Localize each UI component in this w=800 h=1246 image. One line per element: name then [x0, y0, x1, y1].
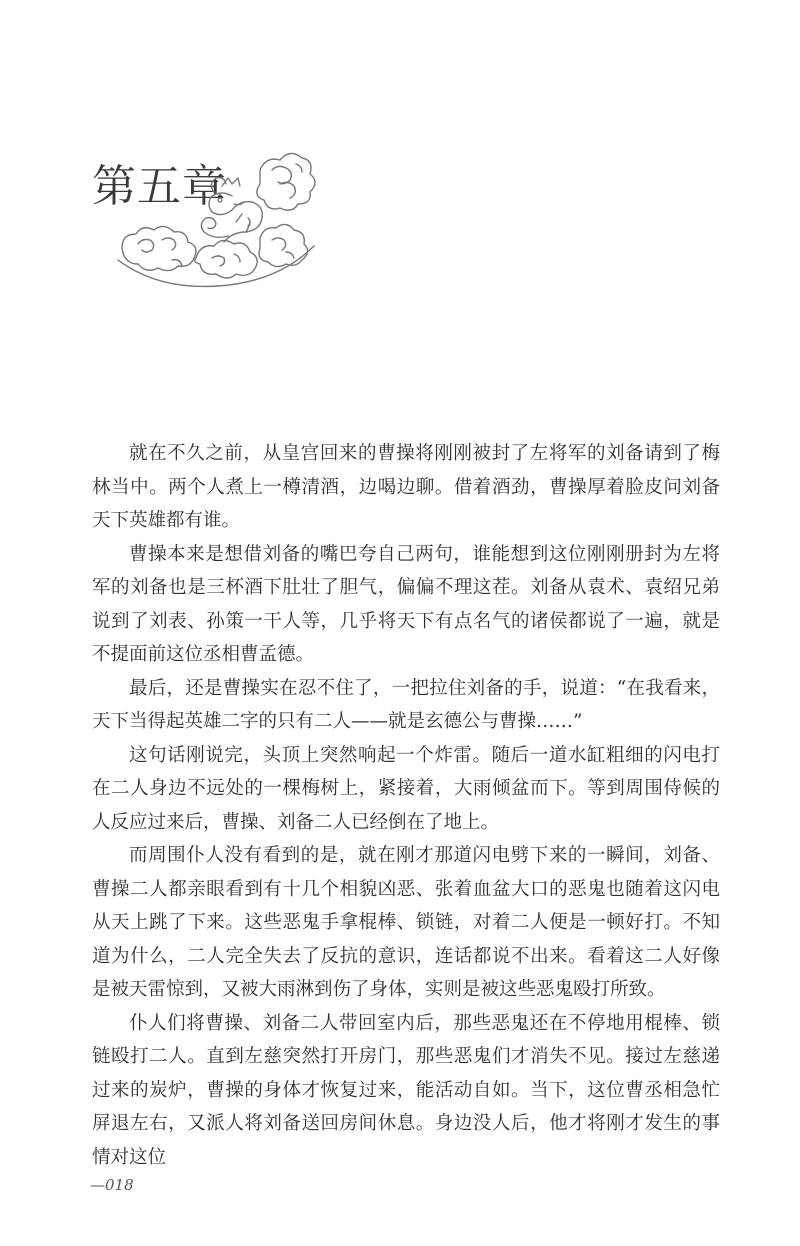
paragraph: 仆人们将曹操、刘备二人带回室内后，那些恶鬼还在不停地用棍棒、锁链殴打二人。直到左慈突然打开房门，那些恶鬼们才消失不见。接过左慈递过来的炭炉，曹操的身体才恢复过来，能活动自如。当下，这位曹丞相急忙屏退左右，又派人将刘备送回房间休息。身边没人后，他才将刚才发生的事情对这位 [92, 1012, 720, 1168]
paragraph: 最后，还是曹操实在忍不住了，一把拉住刘备的手，说道：“在我看来，天下当得起英雄二字的只有二人——就是玄德公与曹操……” [92, 677, 720, 732]
paragraph: 就在不久之前，从皇宫回来的曹操将刚刚被封了左将军的刘备请到了梅林当中。两个人煮上一樽清酒，边喝边聊。借着酒劲，曹操厚着脸皮问刘备天下英雄都有谁。 [92, 443, 720, 531]
paragraph: 这句话刚说完，头顶上突然响起一个炸雷。随后一道水缸粗细的闪电打在二人身边不远处的一棵梅树上，紧接着，大雨倾盆而下。等到周围侍候的人反应过来后，曹操、刘备二人已经倒在了地上。 [92, 744, 720, 833]
paragraph: 曹操本来是想借刘备的嘴巴夸自己两句，谁能想到这位刚刚册封为左将军的刘备也是三杯酒下肚壮了胆气，偏偏不理这茬。刘备从袁术、袁绍兄弟说到了刘表、孙策一干人等，几乎将天下有点名气的诸侯都说了一遍，就是不提面前这位丞相曹孟德。 [92, 543, 720, 665]
chapter-title: 第五章 [92, 161, 227, 212]
cloud-dragon-ornament-icon [110, 140, 320, 290]
body-text [92, 437, 720, 1174]
paragraph: 而周围仆人没有看到的是，就在刚才那道闪电劈下来的一瞬间，刘备、曹操二人都亲眼看到有十几个相貌凶恶、张着血盆大口的恶鬼也随着这闪电从天上跳了下来。这些恶鬼手拿棍棒、锁链，对着二人便是一顿好打。不知道为什么，二人完全失去了反抗的意识，连话都说不出来。看着这二人好像是被天雷惊到，又被大雨淋到伤了身体，实则是被这些恶鬼殴打所致。 [92, 845, 720, 1000]
page-number: —018 [90, 1176, 134, 1194]
